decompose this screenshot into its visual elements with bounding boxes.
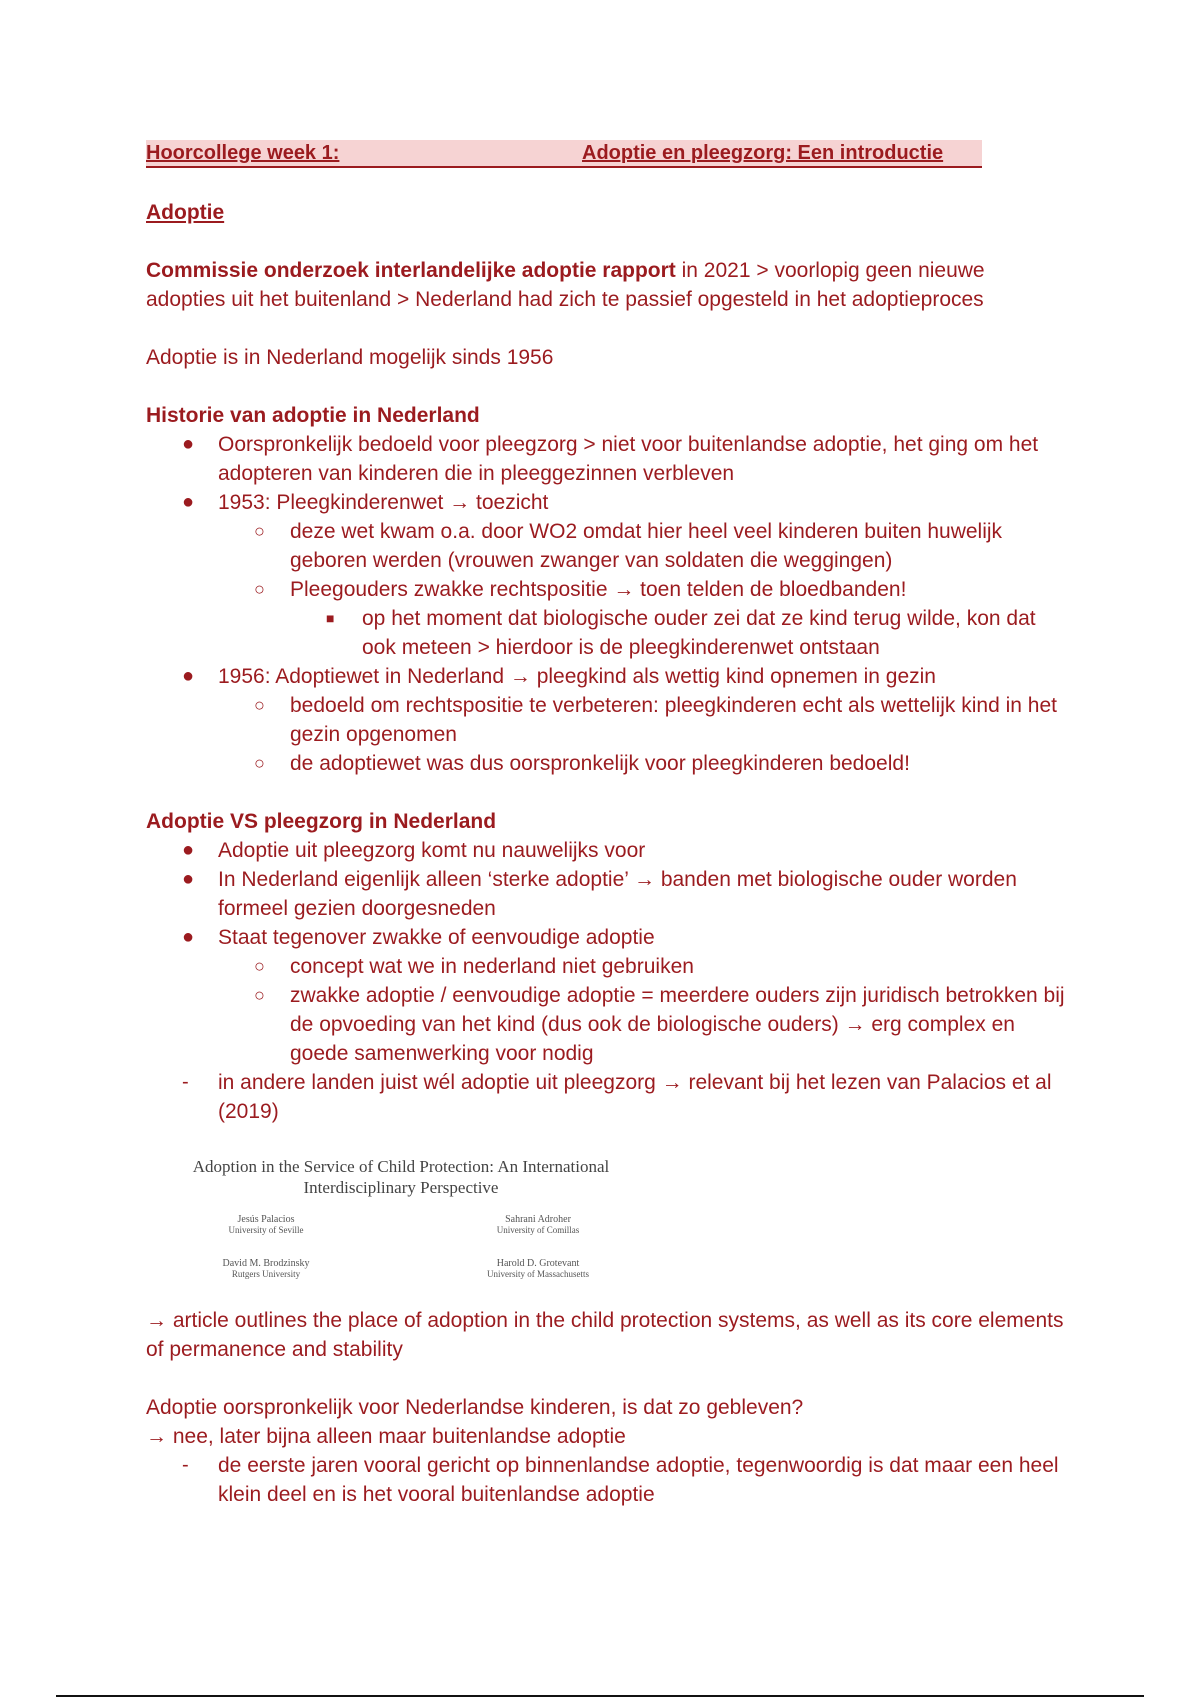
list-item: ● 1956: Adoptiewet in Nederland → pleegkind als wettig kind opnemen in gezin: [146, 662, 1066, 691]
list-item: ○ deze wet kwam o.a. door WO2 omdat hier heel veel kinderen buiten huwelijk geboren werden (vrouwen zwanger van soldaten die weggingen): [146, 517, 1066, 575]
history-title: Historie van adoptie in Nederland: [146, 404, 480, 427]
header-bar: [146, 140, 982, 168]
vs-list: [146, 836, 1066, 1126]
list-item: ■ op het moment dat biologische ouder zei dat ze kind terug wilde, kon dat ook meteen > hierdoor is de pleegkinderenwet ontstaan: [146, 604, 1066, 662]
intro-bold: Commissie onderzoek interlandelijke adoptie rapport: [146, 259, 676, 282]
circle-bullet-icon: ○: [254, 521, 265, 541]
list-item: ○ zwakke adoptie / eenvoudige adoptie = meerdere ouders zijn juridisch betrokken bij de opvoeding van het kind (dus ook de biologische ouders) → erg complex en goede samenwerking voor nodig: [146, 981, 1066, 1068]
list-item: - de eerste jaren vooral gericht op binnenlandse adoptie, tegenwoordig is dat maar een heel klein deel en is het vooral buitenlandse adoptie: [146, 1451, 1066, 1509]
disc-bullet-icon: ●: [182, 665, 195, 687]
list-item: ○ Pleegouders zwakke rechtspositie → toen telden de bloedbanden!: [146, 575, 1066, 604]
list-item: ● In Nederland eigenlijk alleen ‘sterke adoptie’ → banden met biologische ouder worden formeel gezien doorgesneden: [146, 865, 1066, 923]
disc-bullet-icon: ●: [182, 868, 195, 890]
vs-title: Adoptie VS pleegzorg in Nederland: [146, 810, 497, 833]
question-text: Adoptie oorspronkelijk voor Nederlandse kinderen, is dat zo gebleven?: [146, 1396, 804, 1419]
article-author: David M. Brodzinsky Rutgers University: [222, 1258, 310, 1279]
history-list: [146, 430, 1066, 778]
page-bottom-rule: [56, 1695, 1144, 1697]
header-left: Hoorcollege week 1:: [146, 141, 340, 164]
article-author: Jesús Palacios University of Seville: [228, 1214, 304, 1235]
list-item: ● Adoptie uit pleegzorg komt nu nauwelijks voor: [146, 836, 1066, 865]
answer-list: [146, 1451, 1066, 1509]
article-header-image: [166, 1156, 636, 1306]
article-author: Harold D. Grotevant University of Massachusetts: [487, 1258, 589, 1279]
article-title: Adoption in the Service of Child Protection: An International Interdisciplinary Perspective: [192, 1157, 610, 1197]
list-item: ○ bedoeld om rechtspositie te verbeteren: pleegkinderen echt als wettelijk kind in het gezin opgenomen: [146, 691, 1066, 749]
answer-text: → nee, later bijna alleen maar buitenlandse adoptie: [146, 1425, 626, 1448]
circle-bullet-icon: ○: [254, 956, 265, 976]
circle-bullet-icon: ○: [254, 695, 265, 715]
disc-bullet-icon: ●: [182, 839, 195, 861]
list-item: ● Staat tegenover zwakke of eenvoudige adoptie: [146, 923, 1066, 952]
list-item: ○ concept wat we in nederland niet gebruiken: [146, 952, 1066, 981]
disc-bullet-icon: ●: [182, 433, 195, 455]
article-author: Sahrani Adroher University of Comillas: [496, 1214, 580, 1235]
section-title-adoptie: Adoptie: [146, 201, 225, 224]
dash-bullet-icon: -: [182, 1071, 189, 1093]
disc-bullet-icon: ●: [182, 491, 195, 513]
intro-rest: in 2021 > voorlopig geen nieuwe adopties uit het buitenland > Nederland had zich te passief opgesteld in het adoptieproces: [146, 259, 985, 311]
list-item: ○ de adoptiewet was dus oorspronkelijk voor pleegkinderen bedoeld!: [146, 749, 1066, 778]
circle-bullet-icon: ○: [254, 985, 265, 1005]
since-paragraph: Adoptie is in Nederland mogelijk sinds 1956: [146, 346, 554, 369]
square-bullet-icon: ■: [326, 610, 335, 626]
list-item: ● 1953: Pleegkinderenwet → toezicht: [146, 488, 1066, 517]
circle-bullet-icon: ○: [254, 579, 265, 599]
dash-bullet-icon: -: [182, 1454, 189, 1476]
header-right: Adoptie en pleegzorg: Een introductie: [582, 141, 944, 164]
disc-bullet-icon: ●: [182, 926, 195, 948]
circle-bullet-icon: ○: [254, 753, 265, 773]
document-page: [146, 140, 1066, 1509]
article-note: → article outlines the place of adoption in the child protection systems, as well as its core elements of permanence and stability: [146, 1309, 1064, 1361]
intro-paragraph: [146, 256, 1066, 314]
list-item: - in andere landen juist wél adoptie uit pleegzorg → relevant bij het lezen van Palacios et al (2019): [146, 1068, 1066, 1126]
list-item: ● Oorspronkelijk bedoeld voor pleegzorg > niet voor buitenlandse adoptie, het ging om het adopteren van kinderen die in pleeggezinnen verbleven: [146, 430, 1066, 488]
